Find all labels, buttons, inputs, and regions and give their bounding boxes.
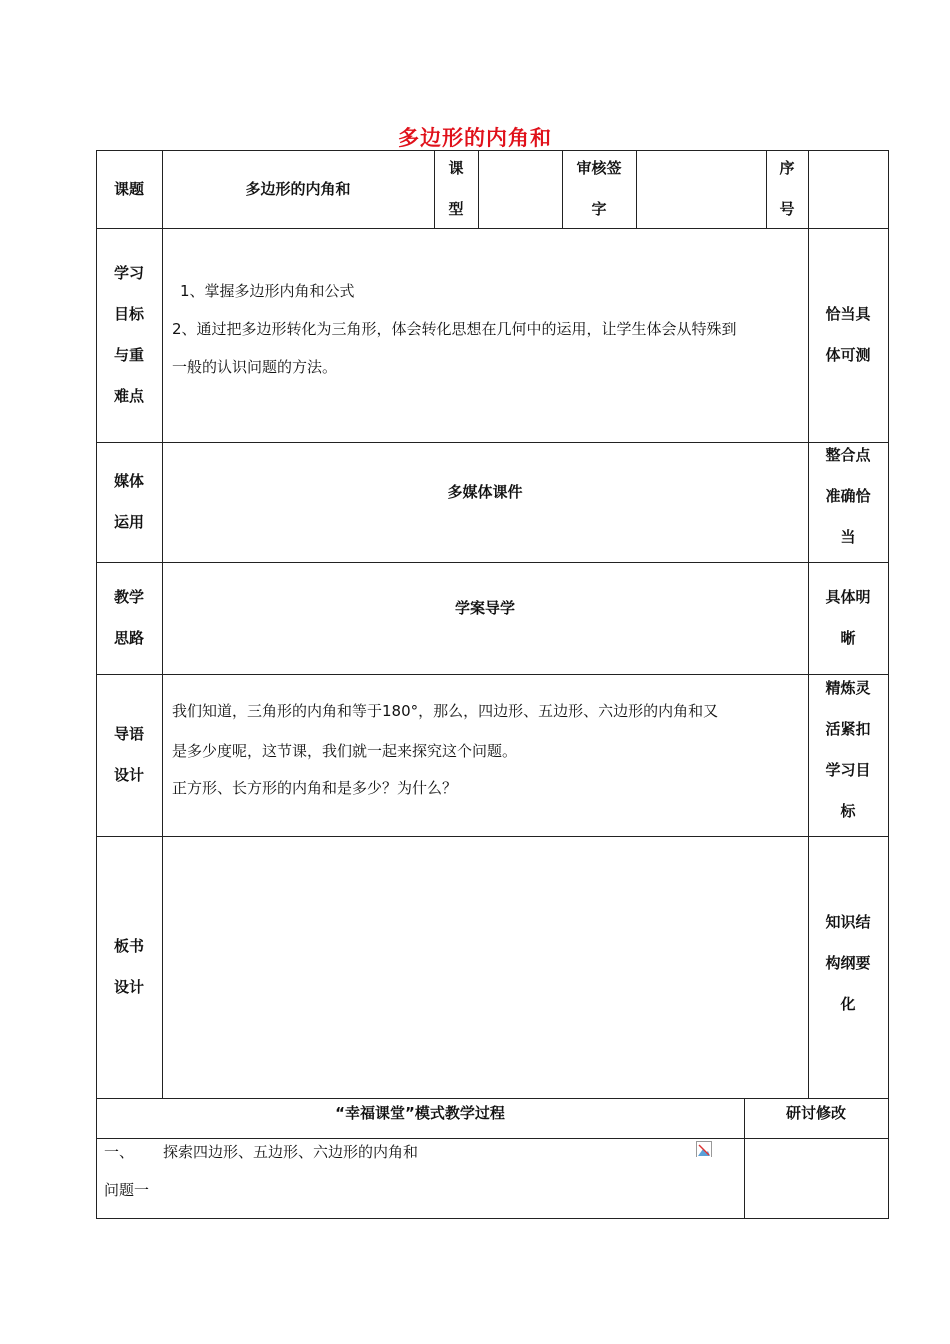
- topic-value: 多边形的内角和: [245, 179, 351, 198]
- intro-line-2: 是多少度呢，这节课，我们就一起来探究这个问题。: [172, 742, 518, 760]
- intro-line-3: 正方形、长方形的内角和是多少？为什么？: [172, 779, 458, 797]
- intro-line-1: 我们知道，三角形的内角和等于180°，那么，四边形、五边形、六边形的内角和又: [172, 702, 719, 720]
- approach-note: 具体明 晰: [825, 588, 871, 647]
- question-label: 问题一: [104, 1181, 150, 1199]
- review-signature-label: 审核签 字: [576, 159, 622, 218]
- item-text: 探索四边形、五边形、六边形的内角和: [163, 1143, 419, 1161]
- media-note: 整合点 准确恰 当: [825, 446, 871, 546]
- intro-note: 精炼灵 活紧扣 学习目 标: [825, 679, 871, 820]
- board-note: 知识结 构纲要 化: [825, 912, 871, 1013]
- type-label: 课 型: [448, 159, 464, 218]
- item-number: 一、: [104, 1143, 135, 1161]
- image-placeholder-icon: [696, 1141, 712, 1157]
- document-title: 多边形的内角和: [398, 126, 552, 150]
- goals-note: 恰当具 体可测: [825, 305, 871, 364]
- goal-line-2: 2、通过把多边形转化为三角形，体会转化思想在几何中的运用，让学生体会从特殊到: [172, 320, 737, 338]
- board-label: 板书 设计: [113, 937, 144, 996]
- sequence-label: 序 号: [779, 159, 795, 218]
- process-header: “幸福课堂”模式教学过程: [335, 1103, 505, 1122]
- media-label: 媒体 运用: [113, 472, 144, 531]
- approach-label: 教学 思路: [113, 588, 144, 647]
- revise-header: 研讨修改: [785, 1103, 846, 1122]
- intro-label: 导语 设计: [113, 725, 144, 784]
- goal-line-1: 1、掌握多边形内角和公式: [180, 282, 355, 300]
- goal-line-3: 一般的认识问题的方法。: [172, 358, 338, 376]
- media-content: 多媒体课件: [447, 482, 523, 501]
- topic-label: 课题: [113, 179, 144, 198]
- goals-label: 学习 目标 与重 难点: [113, 264, 144, 405]
- approach-content: 学案导学: [454, 598, 515, 617]
